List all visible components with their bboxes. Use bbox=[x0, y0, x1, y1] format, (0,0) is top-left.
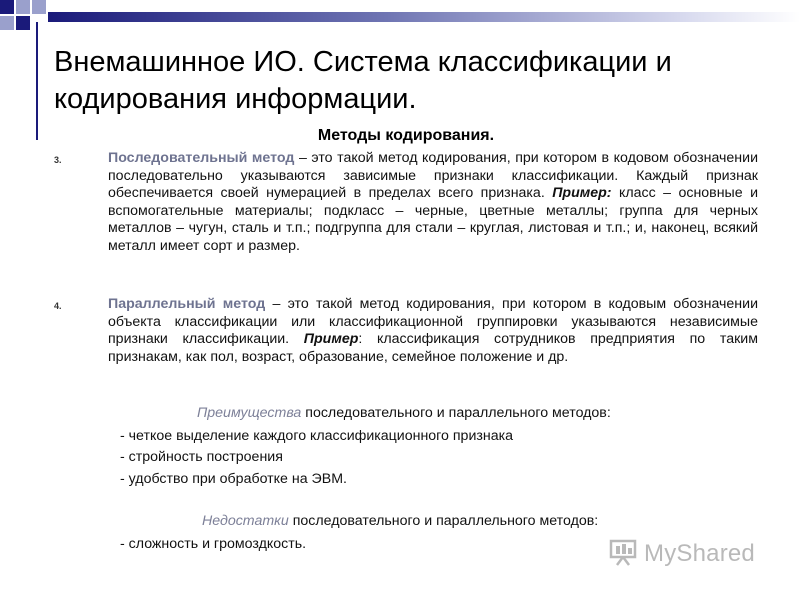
disadvantage-item: - сложность и громоздкость. bbox=[120, 536, 307, 552]
example-text: : классификация сотрудников предприятия по таким признакам, как пол, возраст, образование, семейное положение и др. bbox=[108, 331, 758, 365]
advantages-heading-text: последовательного и параллельного методов: bbox=[301, 405, 611, 421]
method-text: – это такой метод кодирования, при котором в кодовом обозначении последовательно указываются зависимые признаки классификации. Каждый признак обеспечивается своей нумерацией в пределах всего признака. bbox=[108, 150, 758, 201]
advantages-heading bbox=[197, 405, 611, 421]
corner-square-light bbox=[16, 0, 30, 14]
watermark-logo bbox=[608, 538, 755, 570]
slide-subtitle: Методы кодирования. bbox=[317, 127, 495, 144]
title-accent-line bbox=[36, 22, 38, 140]
method-term: Последовательный метод bbox=[108, 150, 295, 166]
advantages-label: Преимущества bbox=[197, 405, 302, 421]
slide-title: Внемашинное ИО. Система классификации и кодирования информации. bbox=[54, 46, 672, 115]
method-text: – это такой метод кодирования, при котором в кодовым обозначении объекта классификации или классификационной группировки указываются независимые признаки классификации. bbox=[108, 296, 758, 347]
corner-square-light bbox=[0, 16, 14, 30]
advantage-item: - четкое выделение каждого классификационного признака bbox=[120, 428, 514, 444]
disadvantages-heading bbox=[202, 513, 598, 529]
example-label: Пример: bbox=[552, 185, 612, 201]
item-number: 3. bbox=[54, 155, 62, 165]
watermark-text: MyShared bbox=[644, 540, 755, 567]
example-label: Пример bbox=[303, 331, 359, 347]
item-number: 4. bbox=[54, 301, 62, 311]
presentation-board-icon bbox=[608, 537, 638, 572]
method-term: Параллельный метод bbox=[108, 296, 266, 312]
method-paragraph-parallel bbox=[108, 296, 758, 366]
advantage-item: - стройность построения bbox=[120, 449, 283, 465]
example-text: класс – основные и вспомогательные материалы; подкласс – черные, цветные металлы; группа для черных металлов – чугун, сталь и т.п.; подгруппа для стали – круглая, листовая и т.п.; и, наконец, всякий металл имеет сорт и размер. bbox=[108, 185, 759, 254]
advantage-item: - удобство при обработке на ЭВМ. bbox=[120, 471, 347, 487]
corner-square-dark bbox=[16, 16, 30, 30]
header-gradient-bar bbox=[48, 12, 800, 22]
corner-square-light bbox=[32, 0, 46, 14]
method-paragraph-sequential bbox=[108, 150, 758, 255]
corner-square-dark bbox=[0, 0, 14, 14]
disadvantages-heading-text: последовательного и параллельного методов: bbox=[288, 513, 599, 529]
disadvantages-label: Недостатки bbox=[202, 513, 289, 529]
